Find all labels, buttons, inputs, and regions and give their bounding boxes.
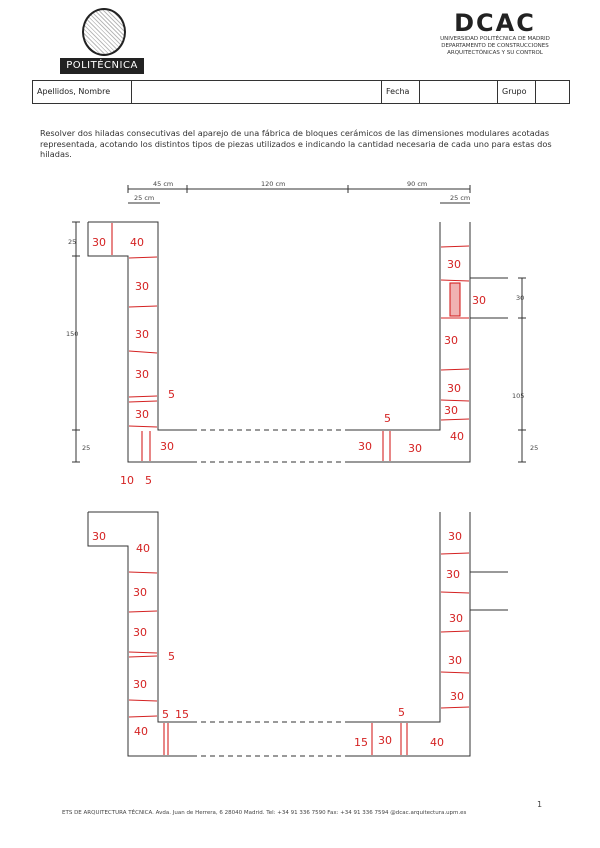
dimension-25-left: 25 cm: [134, 194, 155, 202]
course-2-mark-16: 30: [378, 734, 392, 747]
course-1-mark-17: 30: [447, 382, 461, 395]
course-1-mark-11: 30: [358, 440, 372, 453]
dimension-120: 120 cm: [261, 180, 286, 188]
dimension-left-150: 150: [66, 330, 79, 338]
group-label: Grupo: [497, 81, 535, 103]
footer-address: ETS DE ARQUITECTURA TÉCNICA. Avda. Juan de Herrera, 6 28040 Madrid. Tel: +34 91 336 7590 Fax: +34 91 336 7594 @dcac.arquitectura.upm.es: [62, 810, 467, 816]
course-2-mark-6: 30: [133, 678, 147, 691]
dimension-45: 45 cm: [153, 180, 174, 188]
course-1-mark-6: 5: [168, 388, 175, 401]
course-2-mark-7: 40: [134, 725, 148, 738]
course-1-mark-9: 10: [120, 474, 134, 487]
dcac-logo-text: DCAC: [454, 9, 536, 37]
course-1-mark-4: 30: [135, 328, 149, 341]
dimension-right-30: 30: [516, 294, 525, 302]
course-1-mark-5: 30: [135, 368, 149, 381]
course-2-mark-14: 30: [450, 690, 464, 703]
course-2-mark-13: 30: [448, 654, 462, 667]
course-1-mark-15: 30: [472, 294, 486, 307]
date-label: Fecha: [381, 81, 419, 103]
course-1-mark-12: 30: [408, 442, 422, 455]
course-1-mark-8: 30: [160, 440, 174, 453]
department-line-3: ARQUITECTÓNICAS Y SU CONTROL: [447, 50, 543, 56]
course-2-mark-15: 15: [354, 736, 368, 749]
course-2-markings: [129, 553, 469, 755]
course-1-markings: [112, 223, 469, 461]
course-1-mark-16: 30: [444, 334, 458, 347]
page-number: 1: [537, 800, 543, 809]
course-2-plan: [88, 512, 508, 756]
course-2-mark-10: 30: [448, 530, 462, 543]
dimension-right-105: 105: [512, 392, 525, 400]
course-2-mark-17: 5: [398, 706, 405, 719]
dimension-90: 90 cm: [407, 180, 428, 188]
course-1-mark-7: 30: [135, 408, 149, 421]
course-2-mark-12: 30: [449, 612, 463, 625]
course-2-mark-5: 5: [168, 650, 175, 663]
course-1-mark-10: 5: [145, 474, 152, 487]
course-1-mark-19: 40: [450, 430, 464, 443]
politecnica-label: POLITÉCNICA: [60, 58, 144, 74]
course-2-mark-3: 30: [133, 586, 147, 599]
course-2-mark-1: 30: [92, 530, 106, 543]
course-1-labels: [92, 236, 486, 487]
course-2-mark-4: 30: [133, 626, 147, 639]
course-1-mark-1: 30: [92, 236, 106, 249]
department-line-1: UNIVERSIDAD POLITÉCNICA DE MADRID: [440, 36, 550, 42]
course-2-mark-9: 15: [175, 708, 189, 721]
course-1-mark-18: 30: [444, 404, 458, 417]
course-1-mark-2: 40: [130, 236, 144, 249]
course-1-mark-3: 30: [135, 280, 149, 293]
dimension-25-right: 25 cm: [450, 194, 471, 202]
dimension-left-25-top: 25: [68, 238, 77, 246]
dimension-right-25: 25: [530, 444, 539, 452]
course-2-mark-18: 40: [430, 736, 444, 749]
name-label: Apellidos, Nombre: [37, 87, 111, 96]
dimension-left-25-bottom: 25: [82, 444, 91, 452]
course-1-mark-13: 5: [384, 412, 391, 425]
course-2-mark-2: 40: [136, 542, 150, 555]
course-2-mark-8: 5: [162, 708, 169, 721]
exercise-statement: Resolver dos hiladas consecutivas del aparejo de una fábrica de bloques cerámicos de las dimensiones modulares acotadas representada, acotando los distintos tipos de piezas utilizados e indicando la cantidad necesaria de cada uno para estas dos hiladas.: [40, 128, 552, 159]
department-line-2: DEPARTAMENTO DE CONSTRUCCIONES: [441, 43, 549, 49]
course-2-mark-11: 30: [446, 568, 460, 581]
course-1-mark-14: 30: [447, 258, 461, 271]
